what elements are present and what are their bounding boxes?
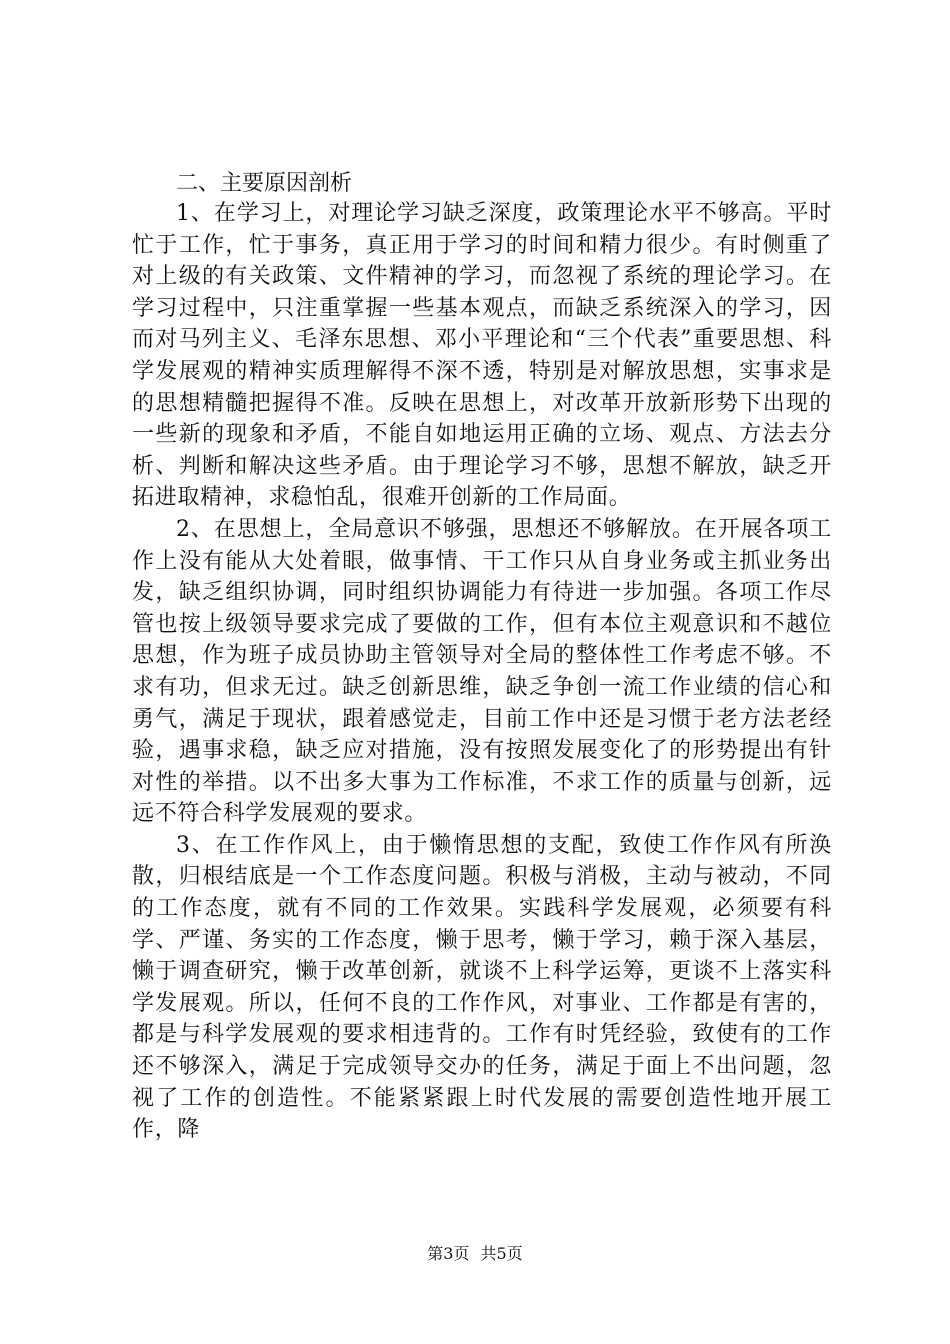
page-footer (0, 1244, 950, 1264)
paragraph-1: 1、在学习上，对理论学习缺乏深度，政策理论水平不够高。平时忙于工作，忙于事务，真正用于学习的时间和精力很少。有时侧重了对上级的有关政策、文件精神的学习，而忽视了系统的理论学习。在学习过程中，只注重掌握一些基本观点，而缺乏系统深入的学习，因而对马列主义、毛泽东思想、邓小平理论和“三个代表”重要思想、科学发展观的精神实质理解得不深不透，特别是对解放思想，实事求是的思想精髓把握得不准。反映在思想上，对改革开放新形势下出现的一些新的现象和矛盾，不能自如地运用正确的立场、观点、方法去分析、判断和解决这些矛盾。由于理论学习不够，思想不解放，缺乏开拓进取精神，求稳怕乱，很难开创新的工作局面。 (132, 201, 832, 511)
paragraph-2: 2、在思想上，全局意识不够强，思想还不够解放。在开展各项工作上没有能从大处着眼，做事情、干工作只从自身业务或主抓业务出发，缺乏组织协调，同时组织协调能力有待进一步加强。各项工作尽管也按上级领导要求完成了要做的工作，但有本位主观意识和不越位思想，作为班子成员协助主管领导对全局的整体性工作考虑不够。不求有功，但求无过。缺乏创新思维，缺乏争创一流工作业绩的信心和勇气，满足于现状，跟着感觉走，目前工作中还是习惯于老方法老经验，遇事求稳，缺乏应对措施，没有按照发展变化了的形势提出有针对性的举措。以不出多大事为工作标准，不求工作的质量与创新，远远不符合科学发展观的要求。 (132, 516, 832, 827)
document-body (132, 170, 832, 1146)
page-total: 共5页 (480, 1244, 523, 1263)
section-heading: 二、主要原因剖析 (176, 171, 353, 196)
paragraph-3: 3、在工作作风上，由于懒惰思想的支配，致使工作作风有所涣散，归根结底是一个工作态度问题。积极与消极，主动与被动，不同的工作态度，就有不同的工作效果。实践科学发展观，必须要有科学、严谨、务实的工作态度，懒于思考，懒于学习，赖于深入基层，懒于调查研究，懒于改革创新，就谈不上科学运筹，更谈不上落实科学发展观。所以，任何不良的工作作风，对事业、工作都是有害的，都是与科学发展观的要求相违背的。工作有时凭经验，致使有的工作还不够深入，满足于完成领导交办的任务，满足于面上不出问题，忽视了工作的创造性。不能紧紧跟上时代发展的需要创造性地开展工作，降 (132, 832, 832, 1143)
page-number: 第3页 (427, 1244, 470, 1263)
